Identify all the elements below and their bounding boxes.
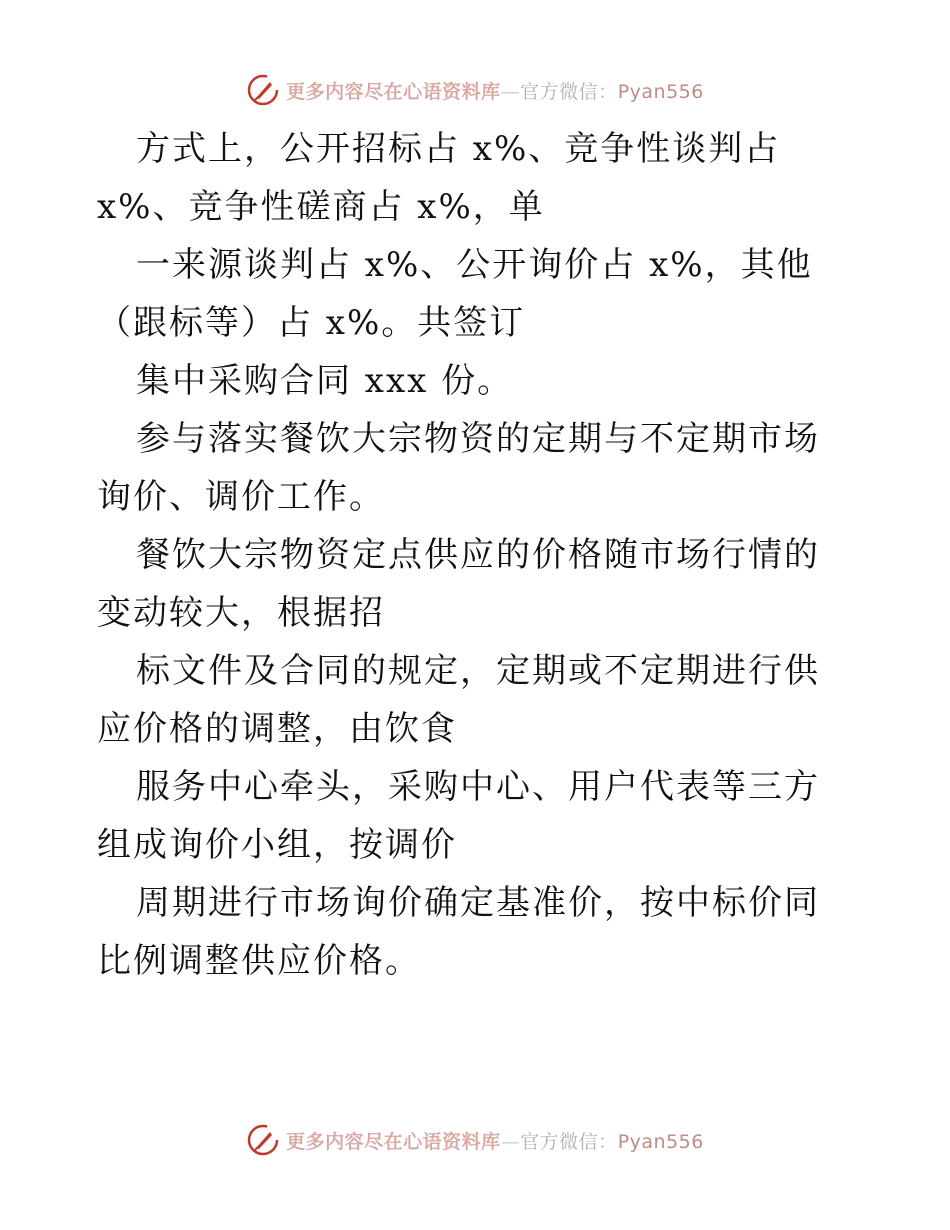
watermark-prefix: 更多内容尽在心语资料库 (286, 1130, 501, 1153)
paragraph: 标文件及合同的规定，定期或不定期进行供应价格的调整，由饮食 (97, 651, 820, 749)
paragraph: 餐饮大宗物资定点供应的价格随市场行情的变动较大，根据招 (97, 535, 820, 633)
watermark-separator: — (500, 80, 521, 103)
watermark-wechat-id: Pyan556 (617, 1130, 704, 1153)
watermark-wechat-label: 官方微信： (520, 1130, 618, 1153)
feather-pen-logo-icon (246, 1123, 280, 1157)
watermark-prefix: 更多内容尽在心语资料库 (286, 80, 501, 103)
watermark-text (286, 1127, 704, 1154)
paragraph: 集中采购合同 xxx 份。 (136, 361, 514, 401)
paragraph: 服务中心牵头，采购中心、用户代表等三方组成询价小组，按调价 (97, 767, 820, 865)
watermark-text (286, 77, 704, 104)
header-watermark (0, 70, 950, 110)
watermark-separator: — (500, 1130, 521, 1153)
paragraph: 方式上，公开招标占 x%、竞争性谈判占 x%、竞争性磋商占 x%，单 (97, 129, 781, 227)
document-body (97, 120, 853, 990)
watermark-wechat-id: Pyan556 (617, 80, 704, 103)
paragraph: 周期进行市场询价确定基准价，按中标价同比例调整供应价格。 (97, 883, 820, 981)
feather-pen-logo-icon (246, 73, 280, 107)
watermark-wechat-label: 官方微信： (520, 80, 618, 103)
paragraph: 参与落实餐饮大宗物资的定期与不定期市场询价、调价工作。 (97, 419, 820, 517)
paragraph: 一来源谈判占 x%、公开询价占 x%，其他（跟标等）占 x%。共签订 (97, 245, 813, 343)
footer-watermark (0, 1120, 950, 1160)
